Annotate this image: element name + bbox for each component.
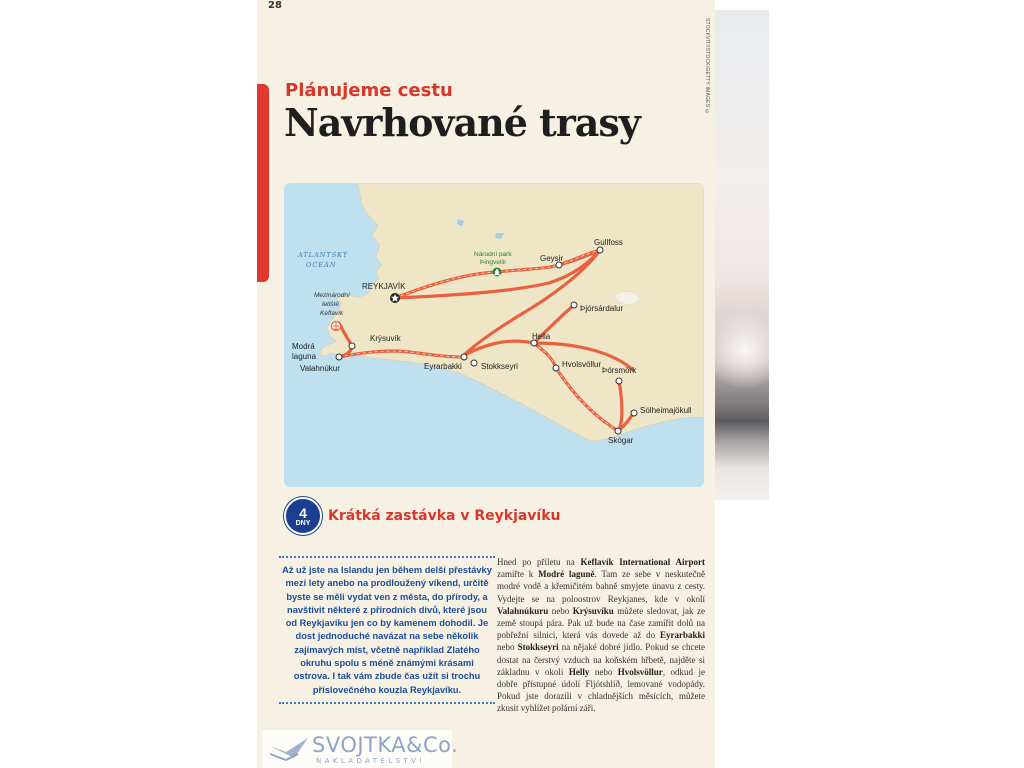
book-page <box>257 0 715 768</box>
marker-thorsmork <box>616 378 622 384</box>
page-title: Navrhované trasy <box>284 100 640 145</box>
cover-photo <box>715 10 769 500</box>
body-place-name: Helly <box>568 666 590 677</box>
logo-book-icon <box>268 734 310 764</box>
label-hvolsvollur: Hvolsvöllur <box>562 360 602 369</box>
duration-badge <box>284 497 322 535</box>
body-text-run: můžete sledovat, jak ze země stoupá pára. Pak už bude na čase zamířit dolů na pobřežní silnici, která vás dovede až do <box>497 605 705 641</box>
label-reykjavik: REYKJAVÍK <box>362 282 406 291</box>
label-valahnukur: Valahnúkur <box>300 364 340 373</box>
body-text-run: nebo <box>589 666 618 677</box>
label-solheimajokull: Sólheimajökull <box>640 406 692 415</box>
body-place-name: Keflavík International Airport <box>580 557 706 567</box>
label-park-1: Národní park <box>474 251 512 258</box>
label-stokkseyri: Stokkseyri <box>481 362 518 371</box>
body-place-name: Valahnúkuru <box>497 605 549 616</box>
itinerary-intro: Až už jste na Islandu jen během delší přestávky mezi lety anebo na prodloužený víkend, určitě byste se měli vydat ven z města, do přírody, a navštívit některé z přírodních divů, které jsou od Reykjavíku jen co by kamenem dohodil. Je dost jednoduché navázat na sebe několik zajímavých míst, včetně například Zlatého okruhu spolu s méně známými krásami ostrova. I tak vám zbude čas užít si trochu příslovečného kouzla Reykjavíku. <box>279 556 495 704</box>
badge-number: 4 <box>299 504 307 521</box>
chapter-tab <box>257 84 269 282</box>
itinerary-title: Krátká zastávka v Reykjavíku <box>328 508 561 524</box>
body-place-name: Modré laguně <box>538 569 595 580</box>
section-kicker: Plánujeme cestu <box>285 80 453 101</box>
body-text-run: zamiřte k <box>497 569 539 580</box>
capital-star-icon <box>390 293 400 303</box>
airport-icon <box>332 322 341 331</box>
page-number: 28 <box>268 0 282 11</box>
marker-thjorsardalur <box>571 302 577 308</box>
marker-gullfoss <box>597 247 603 253</box>
body-place-name: Krýsuvíku <box>572 605 614 616</box>
body-place-name: Eyrarbakki <box>659 630 705 641</box>
body-place-name: Hvolsvöllur <box>617 666 663 677</box>
photo-ridge <box>715 400 769 470</box>
logo-name: SVOJTKA&Co. <box>312 733 459 757</box>
park-tree-icon <box>493 268 502 277</box>
map-svg <box>284 183 704 487</box>
photo-mist <box>715 310 769 390</box>
label-airport-1: Mezinárodní <box>314 292 350 299</box>
label-krysuvik: Krýsuvík <box>370 334 401 343</box>
ocean-label-2: OCEÁN <box>306 261 337 269</box>
label-skogar: Skógar <box>608 436 634 445</box>
label-thorsmork: Þórsmörk <box>602 366 637 375</box>
publisher-logo <box>262 730 459 768</box>
marker-skogar <box>615 428 621 434</box>
body-text-run: nebo <box>497 642 518 653</box>
itinerary-body <box>497 556 705 715</box>
body-text-run: nebo <box>548 605 573 616</box>
body-text-run: , odkud je dobře přístupné údolí Fljótshlíð, lemované vodopády. Pokud jste dorazili v chladnějších měsících, můžete zkusit vyhlížet polární záři. <box>497 666 705 714</box>
label-airport-2: letiště <box>322 301 339 308</box>
body-text-run: Hned po příletu na <box>497 557 581 567</box>
route-map <box>284 183 704 487</box>
body-place-name: Stokkseyri <box>517 642 559 653</box>
label-airport-3: Keflavík <box>320 310 344 317</box>
label-hella: Hella <box>532 332 551 341</box>
marker-solheimajokull <box>631 410 637 416</box>
label-modra-2: laguna <box>292 352 317 361</box>
marker-valahnukur <box>336 354 342 360</box>
photo-credit: STOCKVIT/ISTOCK/GETTY IMAGES © <box>704 18 710 116</box>
label-thjorsardalur: Þjórsárdalur <box>580 304 624 313</box>
marker-hvolsvollur <box>553 365 559 371</box>
marker-eyrarbakki <box>461 354 467 360</box>
label-park-2: Þingvellir <box>480 259 507 266</box>
body-text-run: na nějaké dobré jídlo. Pokud se chcete dostat na čerstvý vzduch na koňském hřbetě, najděte si základnu v okolí <box>497 642 705 677</box>
marker-stokkseyri <box>471 360 477 366</box>
label-modra-1: Modrá <box>292 342 315 351</box>
logo-subtitle: NAKLADATELSTVÍ <box>316 757 425 765</box>
label-eyrarbakki: Eyrarbakki <box>424 362 462 371</box>
label-gullfoss: Gullfoss <box>594 238 623 247</box>
label-geysir: Geysir <box>540 254 564 263</box>
body-text-run: . Tam ze sebe v neskutečně modré vodě a křemičitém bahně smyjete únavu z cesty. Vydejte se na poloostrov Reykjanes, kde v okolí <box>497 569 706 604</box>
marker-krysuvik <box>349 343 355 349</box>
badge-unit: DNY <box>295 519 311 527</box>
ocean-label-1: ATLANTSKÝ <box>298 251 349 259</box>
